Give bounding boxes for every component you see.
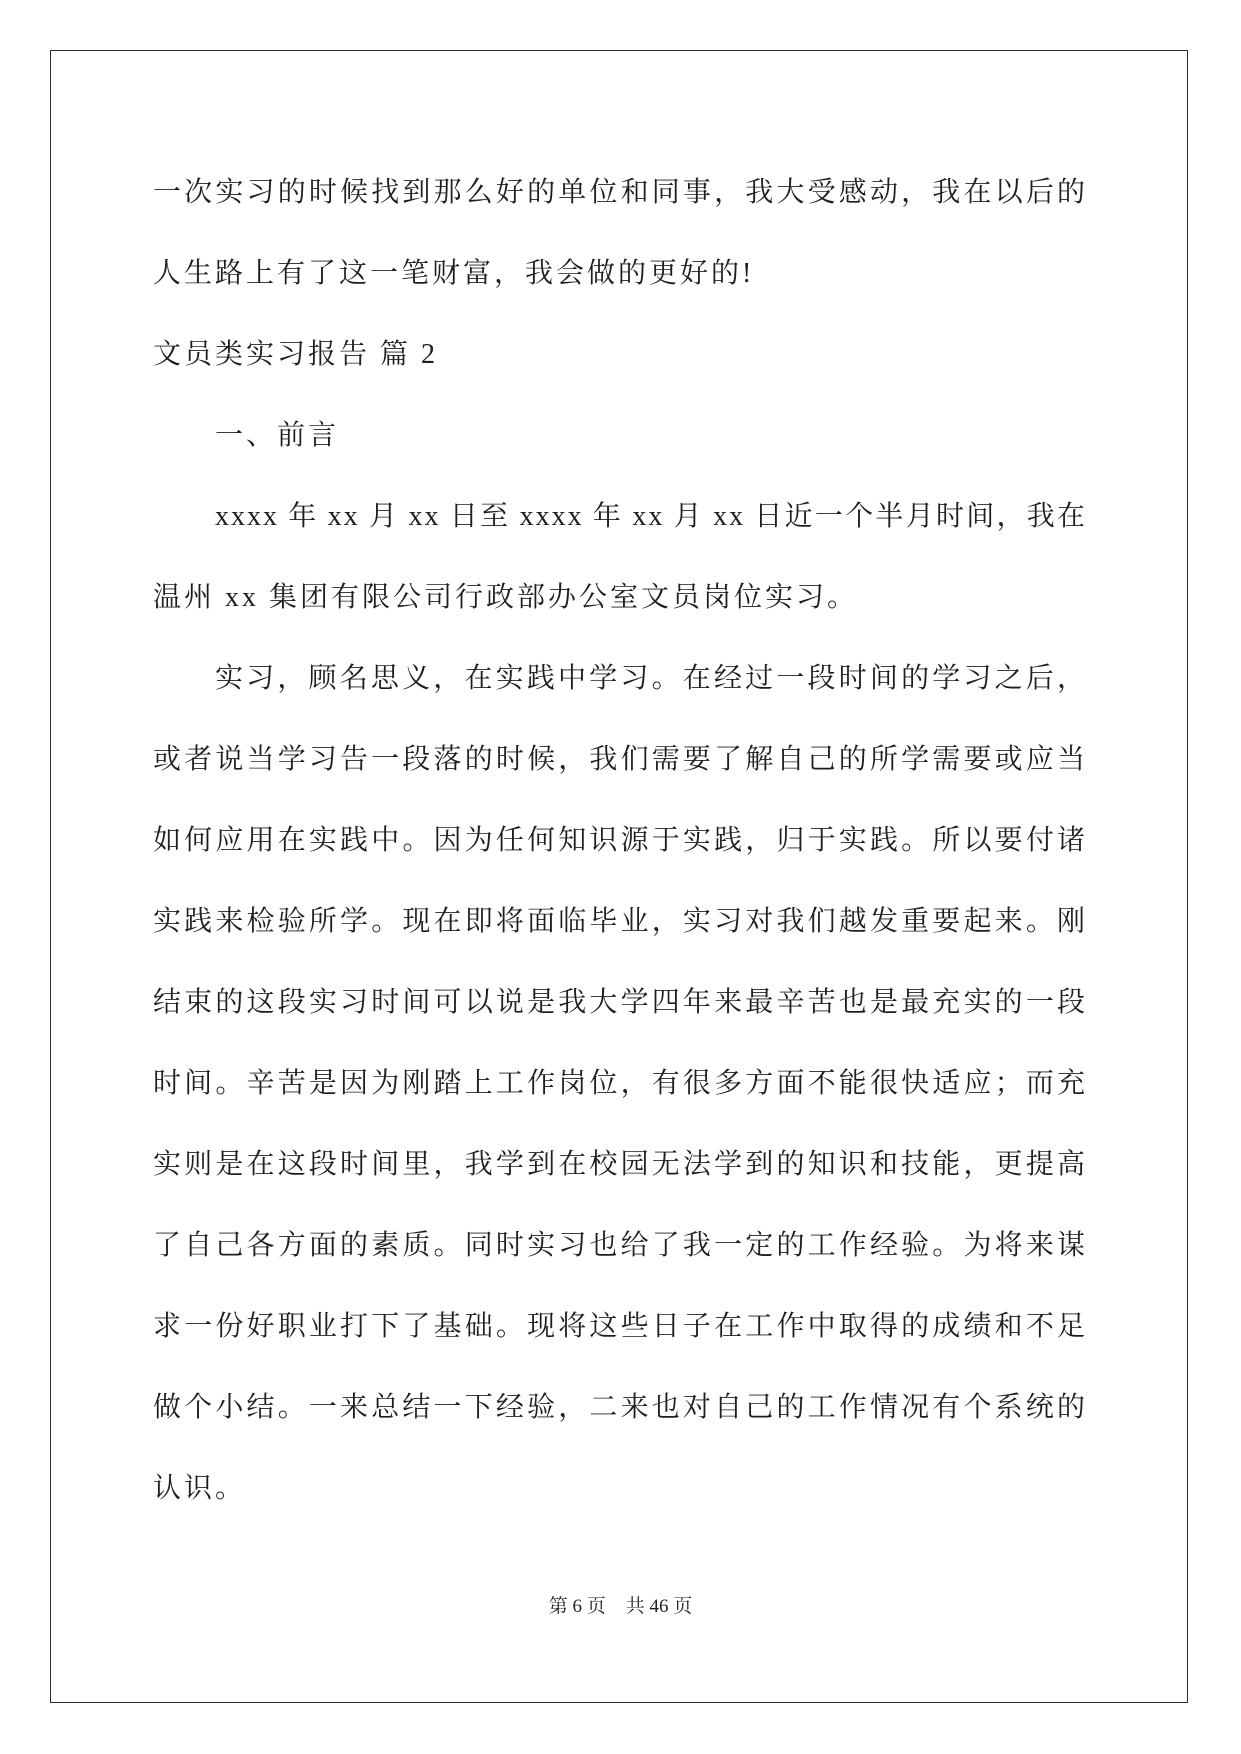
page-footer <box>0 1593 1241 1621</box>
text-line: 一次实习的时候找到那么好的单位和同事，我大受感动，我在以后的 <box>153 177 1087 208</box>
text-line: 实践来检验所学。现在即将面临毕业，实习对我们越发重要起来。刚 <box>153 906 1087 937</box>
text-line: 做个小结。一来总结一下经验，二来也对自己的工作情况有个系统的 <box>153 1392 1087 1423</box>
text-line: 实习，顾名思义，在实践中学习。在经过一段时间的学习之后， <box>215 663 1087 694</box>
text-line: 了自己各方面的素质。同时实习也给了我一定的工作经验。为将来谋 <box>153 1230 1087 1261</box>
text-line: 人生路上有了这一笔财富，我会做的更好的! <box>153 258 755 289</box>
text-line: 实则是在这段时间里，我学到在校园无法学到的知识和技能，更提高 <box>153 1149 1087 1180</box>
section-title: 文员类实习报告 篇 2 <box>153 339 439 370</box>
text-line: xxxx 年 xx 月 xx 日至 xxxx 年 xx 月 xx 日近一个半月时间，我在 <box>215 501 1087 532</box>
section-heading: 一、前言 <box>215 420 340 451</box>
text-line: 或者说当学习告一段落的时候，我们需要了解自己的所学需要或应当 <box>153 744 1087 775</box>
text-line: 求一份好职业打下了基础。现将这些日子在工作中取得的成绩和不足 <box>153 1311 1087 1342</box>
page-number: 第 6 页 <box>548 1596 606 1617</box>
text-line: 时间。辛苦是因为刚踏上工作岗位，有很多方面不能很快适应；而充 <box>153 1068 1087 1099</box>
text-line: 如何应用在实践中。因为任何知识源于实践，归于实践。所以要付诸 <box>153 825 1087 856</box>
text-line: 认识。 <box>153 1473 247 1504</box>
text-line: 温州 xx 集团有限公司行政部办公室文员岗位实习。 <box>153 582 859 613</box>
document-body <box>153 152 1087 1529</box>
text-line: 结束的这段实习时间可以说是我大学四年来最辛苦也是最充实的一段 <box>153 987 1087 1018</box>
page-total: 共 46 页 <box>625 1596 693 1617</box>
